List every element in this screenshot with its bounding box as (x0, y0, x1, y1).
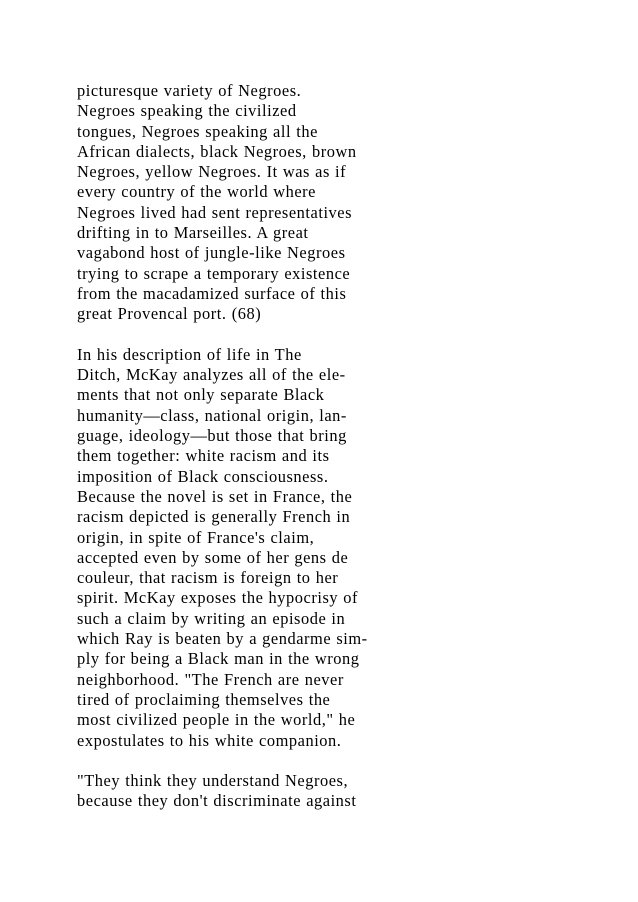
text-line: humanity—class, national origin, lan- (77, 405, 347, 425)
text-line: origin, in spite of France's claim, (77, 527, 315, 547)
text-line: vagabond host of jungle-like Negroes (77, 243, 346, 263)
text-line: such a claim by writing an episode in (77, 608, 346, 628)
text-line: drifting in to Marseilles. A great (77, 223, 309, 243)
text-line: accepted even by some of her gens de (77, 547, 349, 567)
text-line: Ditch, McKay analyzes all of the ele- (77, 365, 346, 385)
text-line: "They think they understand Negroes, (77, 771, 349, 791)
text-line: imposition of Black consciousness. (77, 466, 329, 486)
text-line: couleur, that racism is foreign to her (77, 568, 339, 588)
text-line: from the macadamized surface of this (77, 283, 347, 303)
text-line: tired of proclaiming themselves the (77, 689, 331, 709)
text-line: African dialects, black Negroes, brown (77, 141, 357, 161)
text-line: Negroes speaking the civilized (77, 101, 297, 121)
text-line: guage, ideology—but those that bring (77, 426, 347, 446)
text-line: ments that not only separate Black (77, 385, 325, 405)
text-line: In his description of life in The (77, 344, 302, 364)
text-line: great Provencal port. (68) (77, 304, 262, 324)
text-line: Negroes, yellow Negroes. It was as if (77, 162, 347, 182)
text-line: expostulates to his white companion. (77, 730, 342, 750)
text-line: ply for being a Black man in the wrong (77, 649, 360, 669)
paragraph-quote (77, 81, 497, 325)
paragraph-analysis (77, 345, 497, 751)
text-line: racism depicted is generally French in (77, 507, 351, 527)
text-line: spirit. McKay exposes the hypocrisy of (77, 588, 359, 608)
text-line: tongues, Negroes speaking all the (77, 121, 318, 141)
text-line: because they don't discriminate against (77, 791, 357, 811)
text-line: neighborhood. "The French are never (77, 669, 344, 689)
text-line: Because the novel is set in France, the (77, 486, 353, 506)
text-line: most civilized people in the world," he (77, 710, 356, 730)
text-line: Negroes lived had sent representatives (77, 202, 353, 222)
paragraph-continuation (77, 771, 497, 812)
text-line: them together: white racism and its (77, 446, 330, 466)
text-line: picturesque variety of Negroes. (77, 81, 302, 100)
text-line: every country of the world where (77, 182, 317, 202)
text-line: which Ray is beaten by a gendarme sim- (77, 629, 368, 649)
text-line: trying to scrape a temporary existence (77, 263, 351, 283)
body-text (77, 81, 497, 832)
